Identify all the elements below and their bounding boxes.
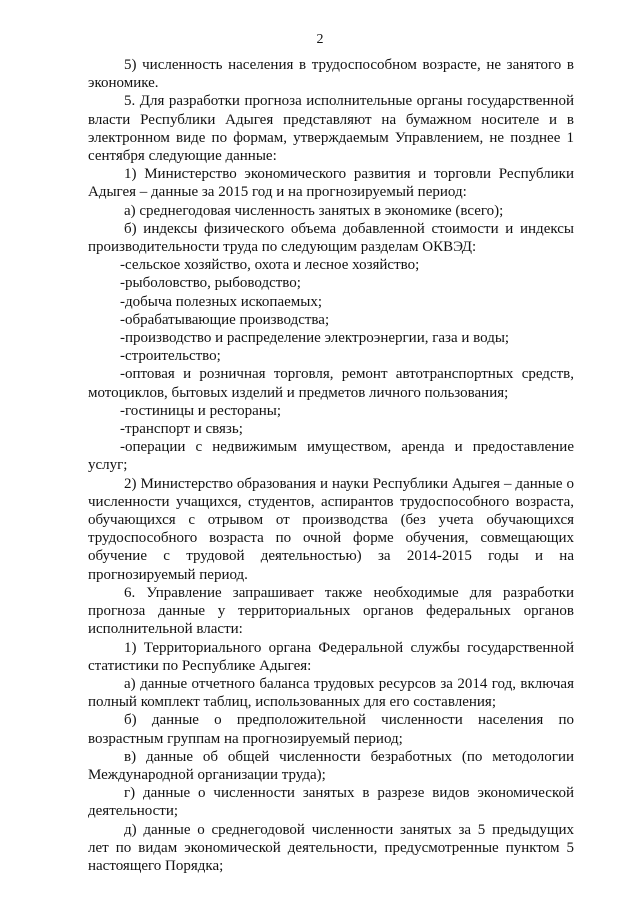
paragraph: а) данные отчетного баланса трудовых ресурсов за 2014 год, включая полный комплект таблиц, использованных для его составления; bbox=[88, 675, 574, 711]
paragraph: 1) Министерство экономического развития и торговли Республики Адыгея – данные за 2015 год и на прогнозируемый период: bbox=[88, 166, 574, 201]
list-item: -сельское хозяйство, охота и лесное хозяйство; bbox=[120, 257, 420, 274]
list-item: -производство и распределение электроэнергии, газа и воды; bbox=[120, 330, 510, 347]
list-item: -гостиницы и рестораны; bbox=[120, 402, 282, 419]
paragraph: б) данные о предположительной численности населения по возрастным группам на прогнозируемый период; bbox=[88, 712, 574, 747]
list-item: -операции с недвижимым имуществом, аренда и предоставление услуг; bbox=[88, 439, 574, 474]
paragraph: а) среднегодовая численность занятых в экономике (всего); bbox=[124, 202, 504, 219]
paragraph: 6. Управление запрашивает также необходимые для разработки прогноза данные у территориальных органов федеральных органов исполнительной власти: bbox=[88, 584, 574, 638]
list-item: -строительство; bbox=[120, 348, 221, 365]
list-item: -рыболовство, рыбоводство; bbox=[120, 275, 301, 292]
list-item: -оптовая и розничная торговля, ремонт автотранспортных средств, мотоциклов, бытовых изделий и предметов личного пользования; bbox=[88, 366, 574, 401]
paragraph: б) индексы физического объема добавленной стоимости и индексы производительности труда по следующим разделам ОКВЭД: bbox=[88, 220, 574, 256]
paragraph: г) данные о численности занятых в разрезе видов экономической деятельности; bbox=[88, 785, 574, 820]
paragraph: в) данные об общей численности безработных (по методологии Международной организации труда); bbox=[88, 748, 574, 783]
document-body bbox=[88, 56, 574, 875]
page-number: 2 bbox=[316, 32, 324, 47]
paragraph: 5) численность населения в трудоспособном возрасте, не занятого в экономике. bbox=[88, 57, 574, 92]
list-item: -обрабатывающие производства; bbox=[120, 311, 330, 328]
paragraph: д) данные о среднегодовой численности занятых за 5 предыдущих лет по видам экономической деятельности, предусмотренные пунктом 5 настоящего Порядка; bbox=[88, 821, 574, 874]
paragraph: 2) Министерство образования и науки Республики Адыгея – данные о численности учащихся, студентов, аспирантов трудоспособного возраста, обучающихся с отрывом от производства (без учета обучающихся трудоспособного возраста по очной форме обучения, совмещающих обучение с трудовой деятельностью) за 2014-2015 годы и на прогнозируемый период. bbox=[88, 475, 574, 583]
list-item: -транспорт и связь; bbox=[120, 421, 243, 438]
paragraph: 5. Для разработки прогноза исполнительные органы государственной власти Республики Адыгея представляют на бумажном носителе и в электронном виде по формам, утверждаемым Управлением, не позднее 1 сентября следующие данные: bbox=[88, 93, 574, 165]
paragraph: 1) Территориального органа Федеральной службы государственной статистики по Республике Адыгея: bbox=[88, 639, 574, 674]
list-item: -добыча полезных ископаемых; bbox=[120, 293, 323, 310]
